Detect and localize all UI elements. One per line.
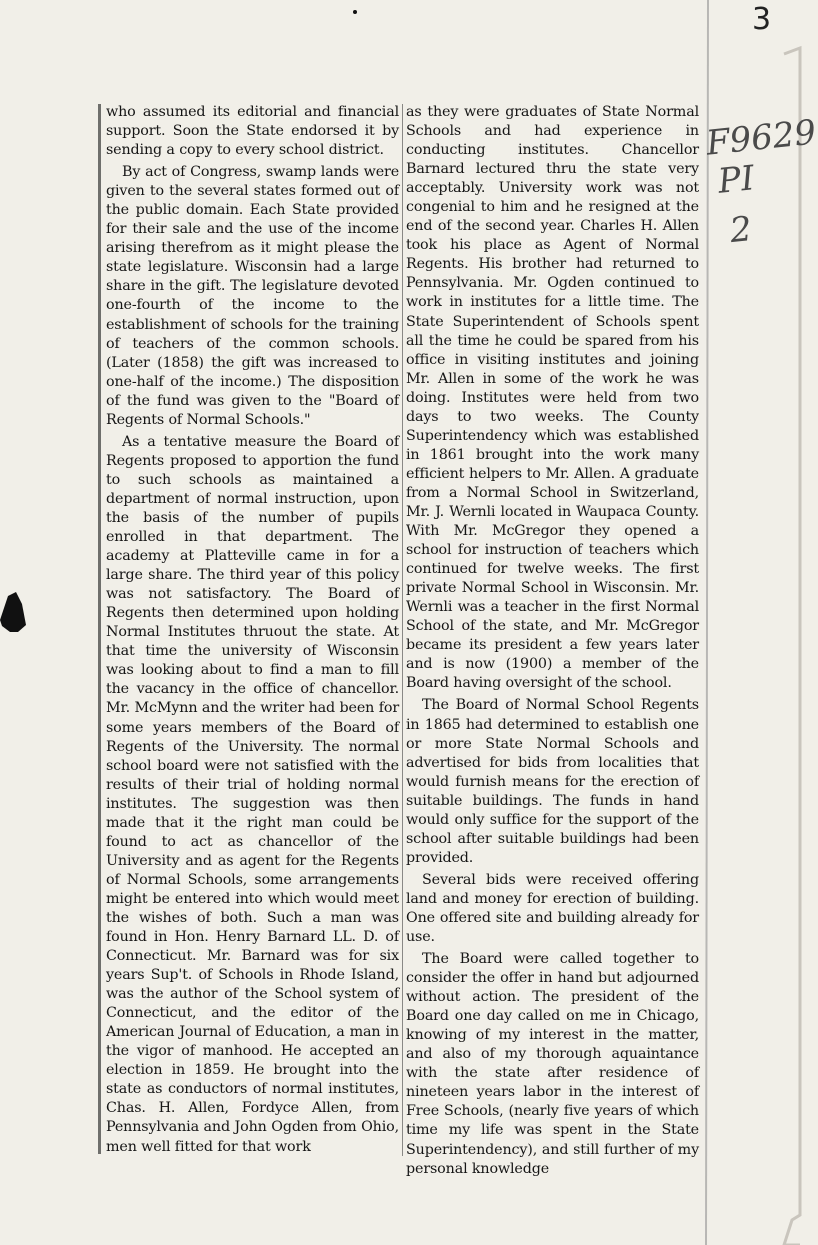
handwritten-note-part: PI bbox=[716, 158, 757, 202]
paragraph: Several bids were received offering land and money for erection of building. One offered site and building already for use. bbox=[406, 871, 699, 946]
paragraph: as they were graduates of State Normal Schools and had experience in conducting institutes. Chancellor Barnard lectured thru the state very acceptably. University work was not congenial to him and he resigned at the end of the second year. Charles H. Allen took his place as Agent of Normal Regents. His brother had returned to Pennsylvania. Mr. Ogden continued to work in institutes for a little time. The State Superintendent of Schools spent all the time he could be spared from his office in visiting institutes and joining Mr. Allen in some of the work he was doing. Institutes were held from two days to two weeks. The County Superintendency which was established in 1861 brought into the work many efficient helpers to Mr. Allen. A graduate from a Normal School in Switzerland, Mr. J. Wernli located in Waupaca County. With Mr. McGregor they opened a school for instruction of teachers which continued for twelve weeks. The first private Normal School in Wisconsin. Mr. Wernli was a teacher in the first Normal School of the state, and Mr. McGregor became its president a few years later and is now (1900) a member of the Board having oversight of the school. bbox=[406, 104, 699, 692]
page-number: 3 bbox=[752, 2, 772, 37]
paragraph: The Board of Normal School Regents in 1865 had determined to establish one or more State Normal Schools and advertised for bids from localities that would furnish means for the erection of suitable buildings. The funds in hand would only suffice for the support of the school after suitable buildings had been provided. bbox=[406, 697, 699, 866]
paragraph: who assumed its editorial and financial support. Soon the State endorsed it by sending a copy to every school district. bbox=[106, 104, 399, 159]
right-column bbox=[406, 103, 699, 1182]
column-divider bbox=[402, 104, 403, 1156]
handwritten-note-catalog: F9629 bbox=[704, 112, 818, 164]
paragraph: As a tentative measure the Board of Regents proposed to apportion the fund to such schools as maintained a department of normal instruction, upon the basis of the number of pupils enrolled in that department. The academy at Platteville came in for a large share. The third year of this policy was not satisfactory. The Board of Regents then determined upon holding Normal Institutes thruout the state. At that time the university of Wisconsin was looking about to find a man to fill the vacancy in the office of chancellor. Mr. McMynn and the writer had been for some years members of the Board of Regents of the University. The normal school board were not satisfied with the results of their trial of holding normal institutes. The suggestion was then made that it the right man could be found to act as chancellor of the University and as agent for the Regents of Normal Schools, some arrangements might be entered into which would meet the wishes of both. Such a man was found in Hon. Henry Barnard LL. D. of Connecticut. Mr. Barnard was for six years Sup't. of Schools in Rhode Island, was the author of the School system of Connecticut, and the editor of the American Journal of Education, a man in the vigor of manhood. He accepted an election in 1859. He brought into the state as conductors of normal institutes, Chas. H. Allen, Fordyce Allen, from Pennsylvania and John Ogden from Ohio, men well fitted for that work bbox=[106, 433, 399, 1155]
left-column bbox=[106, 103, 399, 1160]
left-margin-rule bbox=[98, 104, 101, 1154]
handwritten-note-number: 2 bbox=[727, 208, 754, 252]
paragraph: By act of Congress, swamp lands were given to the several states formed out of the public domain. Each State provided for their sale and the use of the income arising therefrom as it might please the state legislature. Wisconsin had a large share in the gift. The legislature devoted one-fourth of the income to the establishment of schools for the training of teachers of the common schools. (Later (1858) the gift was increased to one-half of the income.) The disposition of the fund was given to the "Board of Regents of Normal Schools." bbox=[106, 164, 399, 428]
paragraph: The Board were called together to consider the offer in hand but adjourned without action. The president of the Board one day called on me in Chicago, knowing of my interest in the matter, and also of my thorough aquaintance with the state after residence of nineteen years labor in the interest of Free Schools, (nearly five years of which time my life was spent in the State Superintendency), and still further of my personal knowledge bbox=[406, 951, 699, 1177]
